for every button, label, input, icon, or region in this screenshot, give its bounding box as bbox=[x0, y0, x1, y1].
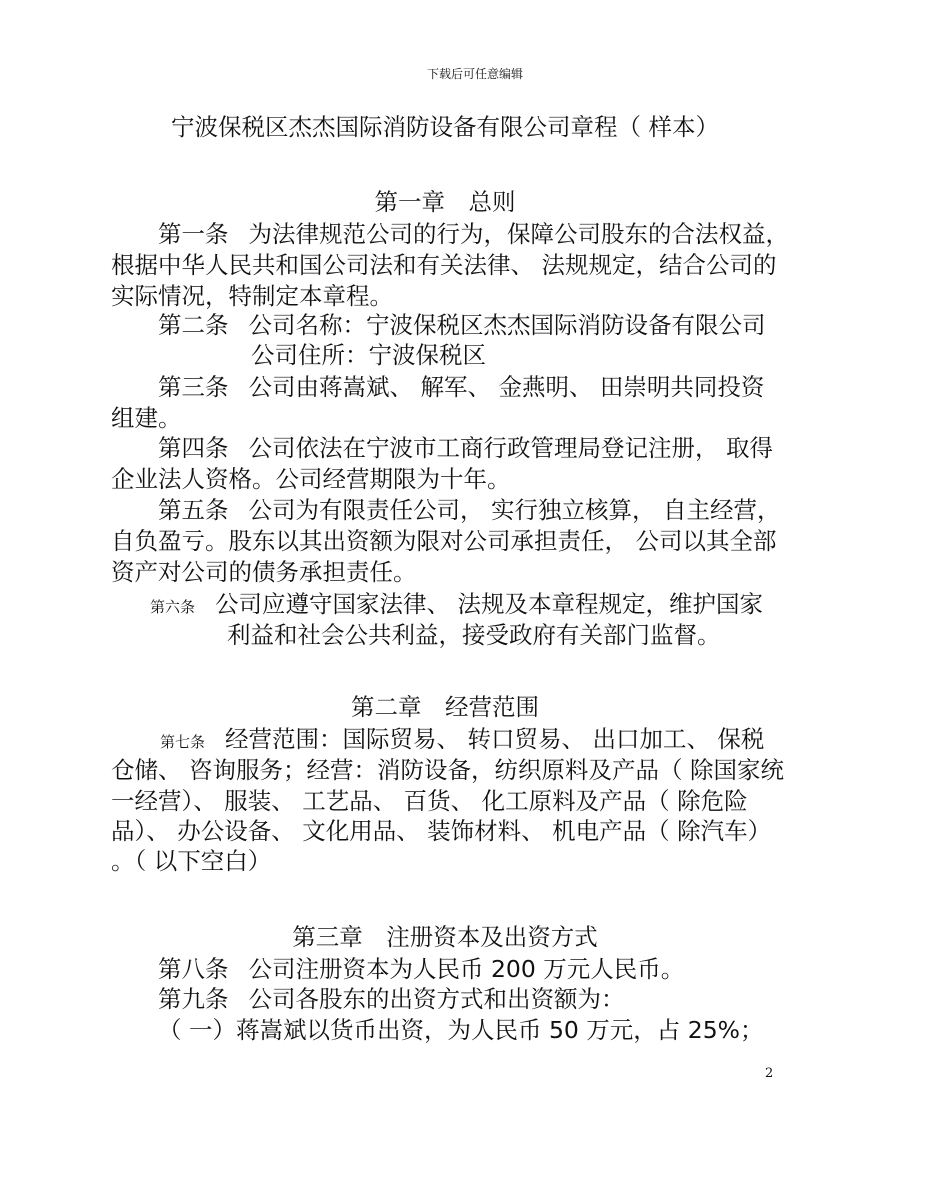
article-6-first-line bbox=[150, 589, 763, 622]
document-title: 宁波保税区杰杰国际消防设备有限公司章程（ 样本） bbox=[171, 113, 719, 141]
article-7-line-3: 一经营）、 服装、 工艺品、 百货、 化工原料及产品（ 除危险 bbox=[111, 787, 748, 815]
chapter-3-heading: 第三章 注册资本及出资方式 bbox=[292, 923, 598, 951]
article-3-text: 公司由蒋嵩斌、 解军、 金燕明、 田崇明共同投资 bbox=[248, 373, 765, 401]
article-2-label: 第二条 bbox=[158, 311, 229, 339]
article-2-first-line bbox=[158, 310, 766, 340]
article-5-line-3: 资产对公司的债务承担责任。 bbox=[111, 558, 417, 586]
article-6-line-2: 利益和社会公共利益，接受政府有关部门监督。 bbox=[227, 621, 721, 649]
article-1-first-line bbox=[158, 219, 789, 249]
page-number: 2 bbox=[765, 1066, 774, 1081]
article-8-text: 公司注册资本为人民币 200 万元人民币。 bbox=[248, 955, 685, 983]
article-6-text: 公司应遵守国家法律、 法规及本章程规定，维护国家 bbox=[215, 590, 763, 618]
chapter-2-heading: 第二章 经营范围 bbox=[351, 693, 539, 721]
article-8-line bbox=[158, 954, 684, 984]
article-9-label: 第九条 bbox=[158, 985, 229, 1013]
article-1-line-3: 实际情况，特制定本章程。 bbox=[111, 282, 393, 310]
article-3-first-line bbox=[158, 372, 764, 402]
article-7-label: 第七条 bbox=[160, 733, 206, 751]
article-5-label: 第五条 bbox=[158, 496, 229, 524]
article-5-text: 公司为有限责任公司， 实行独立核算， 自主经营， bbox=[248, 496, 781, 524]
article-9-text: 公司各股东的出资方式和出资额为： bbox=[248, 985, 625, 1013]
article-3-label: 第三条 bbox=[158, 373, 229, 401]
article-7-line-5: 。（ 以下空白） bbox=[111, 847, 272, 875]
article-7-first-line bbox=[160, 724, 764, 757]
article-7-text: 经营范围：国际贸易、 转口贸易、 出口加工、 保税 bbox=[225, 725, 765, 753]
article-4-label: 第四条 bbox=[158, 434, 229, 462]
article-1-label: 第一条 bbox=[158, 220, 229, 248]
article-4-line-2: 企业法人资格。公司经营期限为十年。 bbox=[111, 465, 511, 493]
article-2-company-address: 公司住所：宁波保税区 bbox=[251, 341, 486, 369]
article-3-line-2: 组建。 bbox=[111, 404, 182, 432]
article-6-label: 第六条 bbox=[150, 598, 196, 616]
article-1-text: 为法律规范公司的行为，保障公司股东的合法权益， bbox=[248, 220, 789, 248]
article-5-line-2: 自负盈亏。股东以其出资额为限对公司承担责任， 公司以其全部 bbox=[111, 527, 777, 555]
article-2-company-name: 公司名称：宁波保税区杰杰国际消防设备有限公司 bbox=[248, 311, 766, 339]
article-8-label: 第八条 bbox=[158, 955, 229, 983]
article-9-line bbox=[158, 984, 625, 1014]
article-7-line-2: 仓储、 咨询服务；经营：消防设备，纺织原料及产品（ 除国家统 bbox=[111, 756, 784, 784]
chapter-1-heading: 第一章 总则 bbox=[374, 188, 516, 216]
header-note: 下载后可任意编辑 bbox=[426, 67, 523, 81]
contribution-item-1: （ 一）蒋嵩斌以货币出资，为人民币 50 万元，占 25%； bbox=[158, 1016, 764, 1044]
article-5-first-line bbox=[158, 495, 780, 525]
article-4-first-line bbox=[158, 433, 773, 463]
article-4-text: 公司依法在宁波市工商行政管理局登记注册， 取得 bbox=[248, 434, 773, 462]
article-1-line-2: 根据中华人民共和国公司法和有关法律、 法规规定，结合公司的 bbox=[111, 251, 777, 279]
article-7-line-4: 品）、 办公设备、 文化用品、 装饰材料、 机电产品（ 除汽车） bbox=[111, 817, 772, 845]
